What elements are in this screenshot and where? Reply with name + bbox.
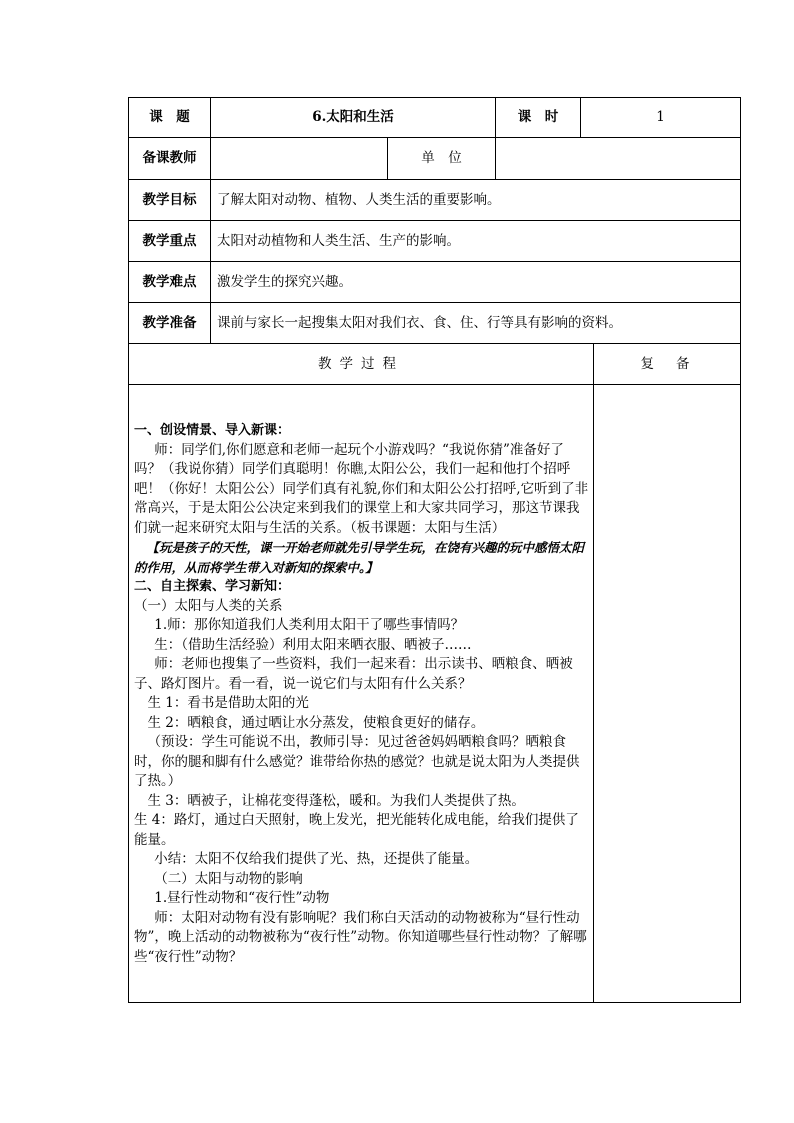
section-2-sub-1: （一）太阳与人类的关系	[134, 597, 283, 614]
hours-label: 课 时	[496, 98, 581, 138]
key-point-row	[129, 221, 741, 262]
section-2-question-1: 1.师：那你知道我们人类利用太阳干了哪些事情吗？	[154, 617, 465, 633]
section-2-teacher-1: 师：老师也搜集了一些资料，我们一起来看：出示读书、晒粮食、晒被子、路灯图片。看一看，说一说它们与太阳有什么关系？	[134, 656, 573, 692]
hours-value: 1	[581, 98, 741, 138]
unit-value	[496, 138, 741, 180]
goal-value: 了解太阳对动物、植物、人类生活的重要影响。	[211, 180, 741, 221]
key-point-label: 教学重点	[129, 221, 211, 262]
section-2-student-2: 生 2：晒粮食，通过晒让水分蒸发，使粮食更好的储存。	[147, 714, 485, 731]
process-header-row	[129, 344, 741, 385]
goal-label: 教学目标	[129, 180, 211, 221]
preparation-label: 教学准备	[129, 303, 211, 344]
section-1-title: 一、创设情景、导入新课：	[134, 423, 291, 438]
preparation-row	[129, 303, 741, 344]
notes-content	[594, 385, 741, 1003]
topic-row	[129, 98, 741, 138]
difficulty-value: 激发学生的探究兴趣。	[211, 262, 741, 303]
section-2-sub-2: （二）太阳与动物的影响	[154, 870, 303, 887]
process-content	[129, 385, 594, 1003]
process-header: 教学过程	[129, 344, 594, 385]
preparation-value: 课前与家长一起搜集太阳对我们衣、食、住、行等具有影响的资料。	[211, 303, 741, 344]
key-point-value: 太阳对动植物和人类生活、生产的影响。	[211, 221, 741, 262]
section-2-student-4: 生 4：路灯，通过白天照射，晚上发光，把光能转化成电能，给我们提供了能量。	[134, 812, 579, 848]
section-2-summary: 小结：太阳不仅给我们提供了光、热，还提供了能量。	[154, 851, 479, 867]
section-2-question-2: 1.昼行性动物和“夜行性”动物	[154, 890, 330, 906]
section-2-title: 二、自主探索、学习新知：	[134, 579, 291, 594]
unit-label: 单 位	[388, 138, 496, 180]
section-1-note: 【玩是孩子的天性，课一开始老师就先引导学生玩，在饶有兴趣的玩中感悟太阳的作用，从而将学生带入对新知的探索中。】	[134, 540, 585, 575]
teacher-row	[129, 138, 741, 180]
section-2-student-1: 生 1：看书是借助太阳的光	[147, 695, 309, 711]
teacher-label: 备课教师	[129, 138, 211, 180]
topic-label: 课 题	[129, 98, 211, 138]
goal-row	[129, 180, 741, 221]
section-2-teacher-2: 师：太阳对动物有没有影响呢？我们称白天活动的动物被称为“昼行性动物”，晚上活动的动物被称为“夜行性”动物。你知道哪些昼行性动物？了解哪些“夜行性”动物？	[134, 909, 587, 965]
section-2-preset: （预设：学生可能说不出，教师引导：见过爸爸妈妈晒粮食吗？晒粮食时，你的腿和脚有什么感觉？谁带给你热的感觉？也就是说太阳为人类提供了热。）	[134, 734, 580, 789]
difficulty-row	[129, 262, 741, 303]
difficulty-label: 教学难点	[129, 262, 211, 303]
teacher-value	[211, 138, 388, 180]
topic-value: 6.太阳和生活	[211, 98, 496, 138]
process-row	[129, 385, 741, 1003]
notes-header: 复备	[594, 344, 741, 385]
lesson-plan-table	[128, 97, 741, 1003]
section-2-answer-1: 生：（借助生活经验）利用太阳来晒衣服、晒被子……	[154, 636, 472, 653]
section-1-paragraph: 师：同学们,你们愿意和老师一起玩个小游戏吗？“我说你猜”准备好了吗？（我说你猜）同学们真聪明！你瞧,太阳公公，我们一起和他打个招呼吧！（你好！太阳公公）同学们真有礼貌,你们和太阳公公打招呼,它听到了非常高兴，于是太阳公公决定来到我们的课堂上和大家共同学习，那这节课我们就一起来研究太阳与生活的关系。（板书课题：太阳与生活）	[134, 441, 589, 536]
section-2-student-3: 生 3：晒被子，让棉花变得蓬松，暖和。为我们人类提供了热。	[147, 792, 525, 809]
